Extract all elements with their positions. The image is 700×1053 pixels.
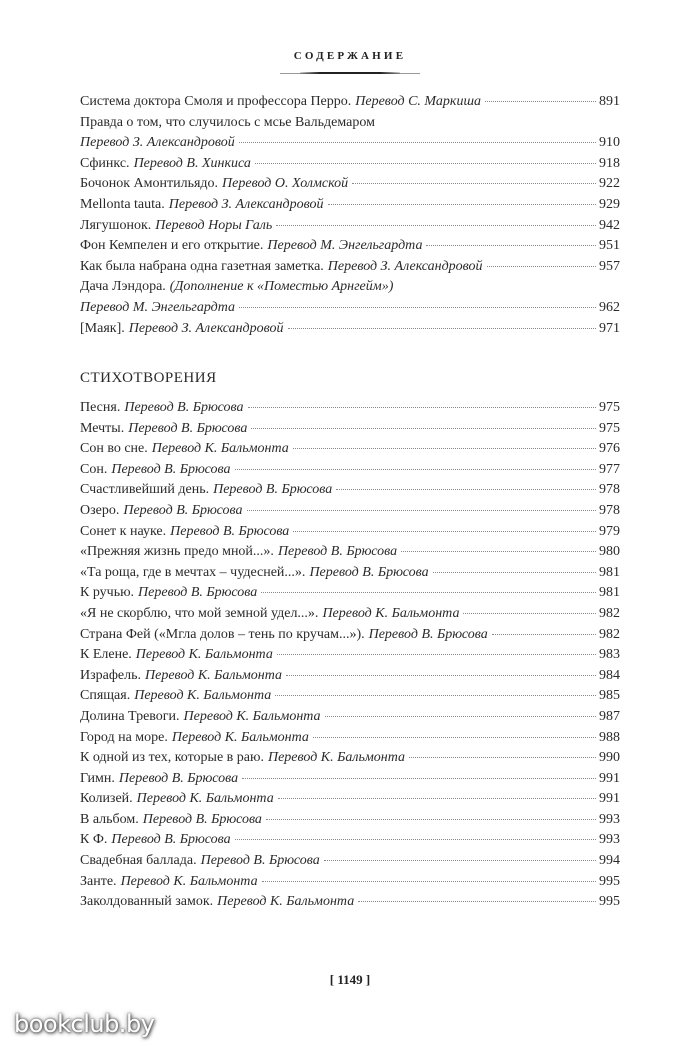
toc-entry [80,298,620,319]
toc-entry [80,174,620,195]
toc-entry [80,501,620,522]
toc-entry [80,583,620,604]
entry-title: Счастливейший день. [80,482,210,498]
entry-title: Свадебная баллада. [80,853,197,869]
dot-leader [409,756,596,758]
entry-page-number: 975 [599,400,620,415]
toc-entry [80,604,620,625]
toc-entry [80,92,620,113]
entry-page-number: 978 [599,502,620,518]
toc-entry [80,195,620,216]
dot-leader [463,612,596,614]
entry-title: Сон во сне. [80,441,148,457]
dot-leader [324,859,596,861]
toc-entry [80,666,620,687]
entry-translator: Перевод Норы Галь [155,217,273,233]
toc-entry [80,439,620,460]
entry-title: К одной из тех, которые в раю. [80,750,264,766]
entry-page-number: 962 [599,299,620,315]
toc-entry [80,707,620,728]
toc-poems-list [80,398,620,913]
entry-page-number: 942 [599,217,620,233]
entry-title: Дача Лэндора. [80,279,166,295]
toc-entry [80,257,620,278]
entry-page-number: 993 [599,832,620,848]
entry-translator: Перевод В. Брюсова [118,770,239,786]
entry-translator: Перевод В. Брюсова [213,482,333,498]
entry-page-number: 891 [599,94,620,109]
entry-page-number: 929 [599,196,620,212]
entry-title: Заколдованный замок. [80,894,214,910]
dot-leader [255,162,596,164]
entry-translator: Перевод В. Брюсова [123,502,243,518]
entry-page-number: 991 [599,791,620,807]
running-head: СОДЕРЖАНИЕ [293,50,407,62]
entry-page-number: 910 [599,135,620,151]
entry-translator: Перевод В. Хинкиса [133,155,251,171]
toc-entry [80,810,620,831]
dot-leader [286,674,596,676]
entry-title: [Маяк]. [80,320,125,336]
entry-page-number: 981 [599,564,620,580]
watermark-logo: bookclub.by [14,1010,155,1038]
entry-translator: Перевод В. Брюсова [128,420,248,436]
dot-leader [251,427,596,429]
folio-left-bracket: [ [329,972,335,987]
entry-translator: Перевод О. Холмской [222,176,349,192]
dot-leader [492,633,596,635]
entry-translator: Перевод К. Бальмонта [183,708,321,724]
toc-entry [80,133,620,154]
toc-entry [80,480,620,501]
dot-leader [277,653,596,655]
section-title-poems: СТИХОТВОРЕНИЯ [80,370,217,386]
dot-leader [239,141,596,143]
entry-title: «Я не скорблю, что мой земной удел...». [80,605,319,621]
entry-translator: Перевод К. Бальмонта [145,667,283,683]
entry-title: Колизей. [80,791,133,807]
entry-title: Лягушонок. [80,217,152,233]
entry-translator: Перевод К. Бальмонта [322,605,460,621]
entry-page-number: 918 [599,155,620,171]
entry-translator: Перевод В. Брюсова [170,523,290,539]
dot-leader [239,306,596,308]
dot-leader [288,327,597,329]
toc-entry [80,789,620,810]
toc-entry [80,113,620,134]
dot-leader [401,550,596,552]
dot-leader [325,715,596,717]
dot-leader [275,694,596,696]
entry-page-number: 990 [599,750,620,766]
dot-leader [336,488,596,490]
entry-title: Фон Кемпелен и его открытие. [80,238,264,254]
entry-translator: Перевод З. Александровой [80,135,235,151]
entry-translator: Перевод З. Александровой [128,320,284,336]
entry-page-number: 981 [599,585,620,601]
entry-translator: Перевод К. Бальмонта [135,647,273,663]
entry-title: «Та роща, где в мечтах – чудесней...». [80,564,306,580]
toc-entry [80,872,620,893]
entry-translator: Перевод К. Бальмонта [151,441,289,457]
dot-leader [262,880,596,882]
entry-title: Озеро. [80,502,120,518]
entry-title: К ручью. [80,585,135,601]
toc-entry [80,830,620,851]
entry-translator: Перевод К. Бальмонта [134,688,272,704]
dot-leader [235,838,596,840]
toc-entry [80,542,620,563]
toc-entry [80,236,620,257]
dot-leader [433,571,596,573]
dot-leader [266,818,596,820]
entry-translator: Перевод М. Энгельгардта [267,238,423,254]
entry-title: Правда о том, что случилось с мсье Вальдемаром [80,114,375,130]
dot-leader [276,224,596,226]
dot-leader [248,406,597,408]
entry-page-number: 994 [599,853,620,869]
toc-entry [80,277,620,298]
dot-leader [247,509,596,511]
folio-right-bracket: ] [365,972,371,987]
toc-entry [80,851,620,872]
entry-page-number: 982 [599,605,620,621]
entry-translator: Перевод З. Александровой [168,196,324,212]
entry-page-number: 982 [599,626,620,642]
toc-entry [80,154,620,175]
toc-entry [80,686,620,707]
entry-title: Израфель. [80,667,142,683]
entry-translator: Перевод В. Брюсова [142,811,262,827]
page-number [80,972,620,988]
entry-translator: Перевод К. Бальмонта [217,894,355,910]
entry-title: Мечты. [80,420,125,436]
entry-title: Сонет к науке. [80,523,167,539]
entry-page-number: 976 [599,441,620,457]
entry-title: Город на море. [80,729,168,745]
dot-leader [313,736,596,738]
entry-translator: Перевод С. Маркиша [355,94,482,109]
entry-page-number: 995 [599,894,620,910]
dot-leader [352,182,596,184]
dot-leader [235,468,596,470]
entry-page-number: 978 [599,482,620,498]
entry-page-number: 983 [599,647,620,663]
dot-leader [261,591,596,593]
entry-page-number: 975 [599,420,620,436]
toc-entry [80,563,620,584]
folio-number: 1149 [337,972,363,987]
entry-translator: Перевод В. Брюсова [200,853,320,869]
entry-translator: Перевод В. Брюсова [111,461,231,477]
entry-page-number: 987 [599,708,620,724]
entry-translator: Перевод М. Энгельгардта [80,299,236,315]
entry-title: Как была набрана одна газетная заметка. [80,258,324,274]
header-rule [300,72,400,74]
entry-page-number: 984 [599,667,620,683]
entry-translator: Перевод В. Брюсова [277,544,398,560]
dot-leader [485,100,596,102]
toc-entry [80,216,620,237]
entry-title: Страна Фей («Мгла долов – тень по кручам...»). [80,626,365,642]
entry-page-number: 971 [599,320,620,336]
entry-title: Сон. [80,461,108,477]
toc-entry [80,892,620,913]
entry-page-number: 922 [599,176,620,192]
entry-translator: Перевод В. Брюсова [309,564,429,580]
entry-translator: Перевод К. Бальмонта [267,750,405,766]
dot-leader [293,447,596,449]
toc-entry [80,460,620,481]
entry-page-number: 951 [599,238,620,254]
entry-translator: Перевод В. Брюсова [368,626,488,642]
entry-page-number: 991 [599,770,620,786]
entry-page-number: 957 [599,258,620,274]
toc-prose-list [80,92,620,339]
dot-leader [426,244,596,246]
entry-translator: (Дополнение к «Поместью Арнгейм») [169,279,394,295]
entry-title: Занте. [80,873,117,889]
entry-page-number: 977 [599,461,620,477]
toc-entry [80,398,620,419]
entry-page-number: 993 [599,811,620,827]
toc-entry [80,748,620,769]
toc-entry [80,319,620,340]
toc-entry [80,728,620,749]
dot-leader [278,797,596,799]
toc-entry [80,419,620,440]
dot-leader [328,203,596,205]
entry-title: Сфинкс. [80,155,130,171]
entry-title: Спящая. [80,688,131,704]
entry-title: Бочонок Амонтильядо. [80,176,219,192]
entry-title: Mellonta tauta. [80,196,165,212]
entry-translator: Перевод В. Брюсова [124,400,244,415]
entry-page-number: 980 [599,544,620,560]
entry-translator: Перевод К. Бальмонта [136,791,274,807]
dot-leader [293,530,596,532]
entry-translator: Перевод З. Александровой [327,258,483,274]
entry-title: «Прежняя жизнь предо мной...». [80,544,274,560]
entry-title: Долина Тревоги. [80,708,180,724]
toc-entry [80,769,620,790]
entry-title: Гимн. [80,770,115,786]
entry-translator: Перевод К. Бальмонта [120,873,258,889]
dot-leader [242,777,596,779]
entry-page-number: 979 [599,523,620,539]
entry-translator: Перевод В. Брюсова [111,832,231,848]
dot-leader [487,265,596,267]
toc-entry [80,645,620,666]
entry-translator: Перевод К. Бальмонта [171,729,309,745]
entry-page-number: 995 [599,873,620,889]
entry-translator: Перевод В. Брюсова [138,585,258,601]
entry-title: В альбом. [80,811,139,827]
entry-title: Система доктора Смоля и профессора Перро. [80,94,352,109]
entry-title: К Елене. [80,647,132,663]
toc-entry [80,522,620,543]
entry-page-number: 988 [599,729,620,745]
dot-leader [358,900,596,902]
entry-page-number: 985 [599,688,620,704]
entry-title: Песня. [80,400,121,415]
entry-title: К Ф. [80,832,108,848]
toc-entry [80,625,620,646]
